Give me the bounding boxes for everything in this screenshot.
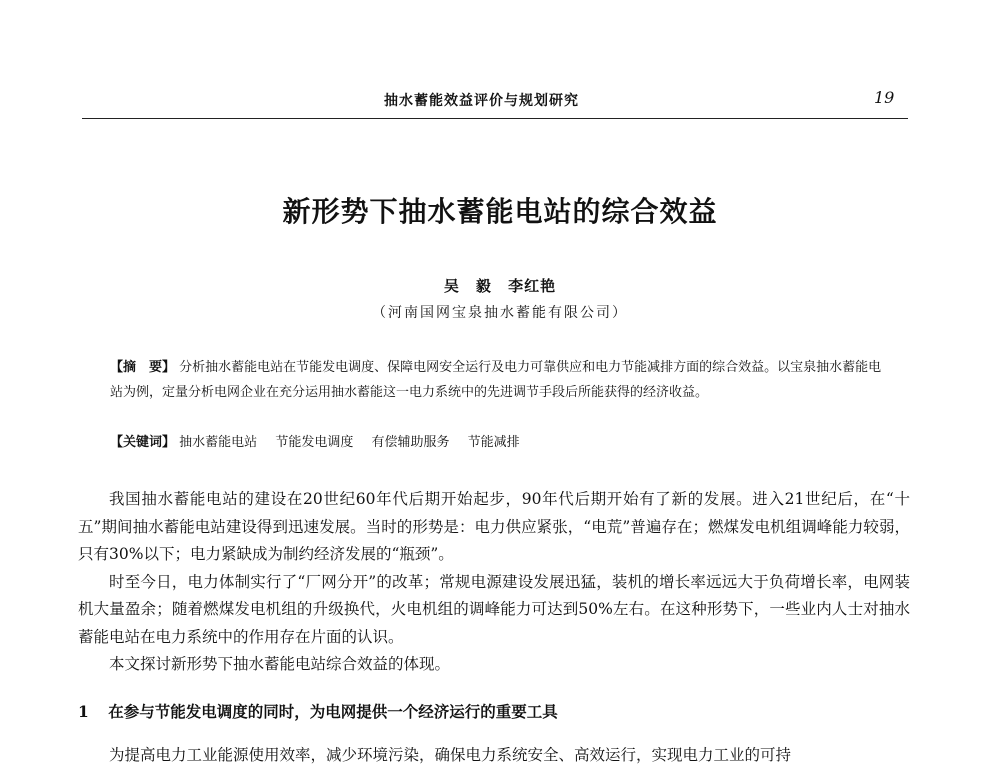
- body-paragraph: 时至今日，电力体制实行了“厂网分开”的改革；常规电源建设发展迅猛，装机的增长率远远大于负荷增长率，电网装机大量盈余；随着燃煤发电机组的升级换代，火电机组的调峰能力可达到50%左右。在这种形势下，一些业内人士对抽水蓄能电站在电力系统中的作用存在片面的认识。: [78, 572, 910, 646]
- author-name: 吴 毅: [443, 277, 492, 295]
- author-affiliation: （河南国网宝泉抽水蓄能有限公司）: [372, 305, 628, 321]
- header-divider: [82, 118, 908, 119]
- body-paragraph: 本文探讨新形势下抽水蓄能电站综合效益的体现。: [109, 655, 451, 673]
- abstract-label: 【摘 要】: [110, 360, 176, 375]
- keywords: [110, 430, 890, 455]
- author-list: [0, 275, 1000, 296]
- body-paragraph-cut: 为提高电力工业能源使用效率，减少环境污染，确保电力系统安全、高效运行，实现电力工业的可持: [109, 746, 792, 764]
- running-header-title: 抽水蓄能效益评价与规划研究: [384, 93, 579, 109]
- page-number: 19: [874, 88, 895, 107]
- section-heading: [78, 700, 558, 722]
- keyword: 节能发电调度: [275, 435, 354, 450]
- keywords-label: 【关键词】: [110, 435, 176, 450]
- keyword: 有偿辅助服务: [371, 435, 450, 450]
- abstract: [110, 355, 890, 405]
- article-title: 新形势下抽水蓄能电站的综合效益: [282, 195, 718, 228]
- body-paragraph: 我国抽水蓄能电站的建设在20世纪60年代后期开始起步，90年代后期开始有了新的发展。进入21世纪后，在“十五”期间抽水蓄能电站建设得到迅速发展。当时的形势是：电力供应紧张，“电荒”普遍存在；燃煤发电机组调峰能力较弱，只有30%以下；电力紧缺成为制约经济发展的“瓶颈”。: [78, 490, 910, 563]
- section-title: 在参与节能发电调度的同时，为电网提供一个经济运行的重要工具: [108, 702, 558, 721]
- section-number: 1: [78, 702, 89, 721]
- body-text: [78, 486, 910, 679]
- keyword: 节能减排: [467, 435, 520, 450]
- keyword: 抽水蓄能电站: [179, 435, 258, 450]
- author-name: 李红艳: [508, 277, 557, 295]
- abstract-text: 分析抽水蓄能电站在节能发电调度、保障电网安全运行及电力可靠供应和电力节能减排方面的综合效益。以宝泉抽水蓄能电站为例，定量分析电网企业在充分运用抽水蓄能这一电力系统中的先进调节手段后所能获得的经济收益。: [110, 360, 882, 400]
